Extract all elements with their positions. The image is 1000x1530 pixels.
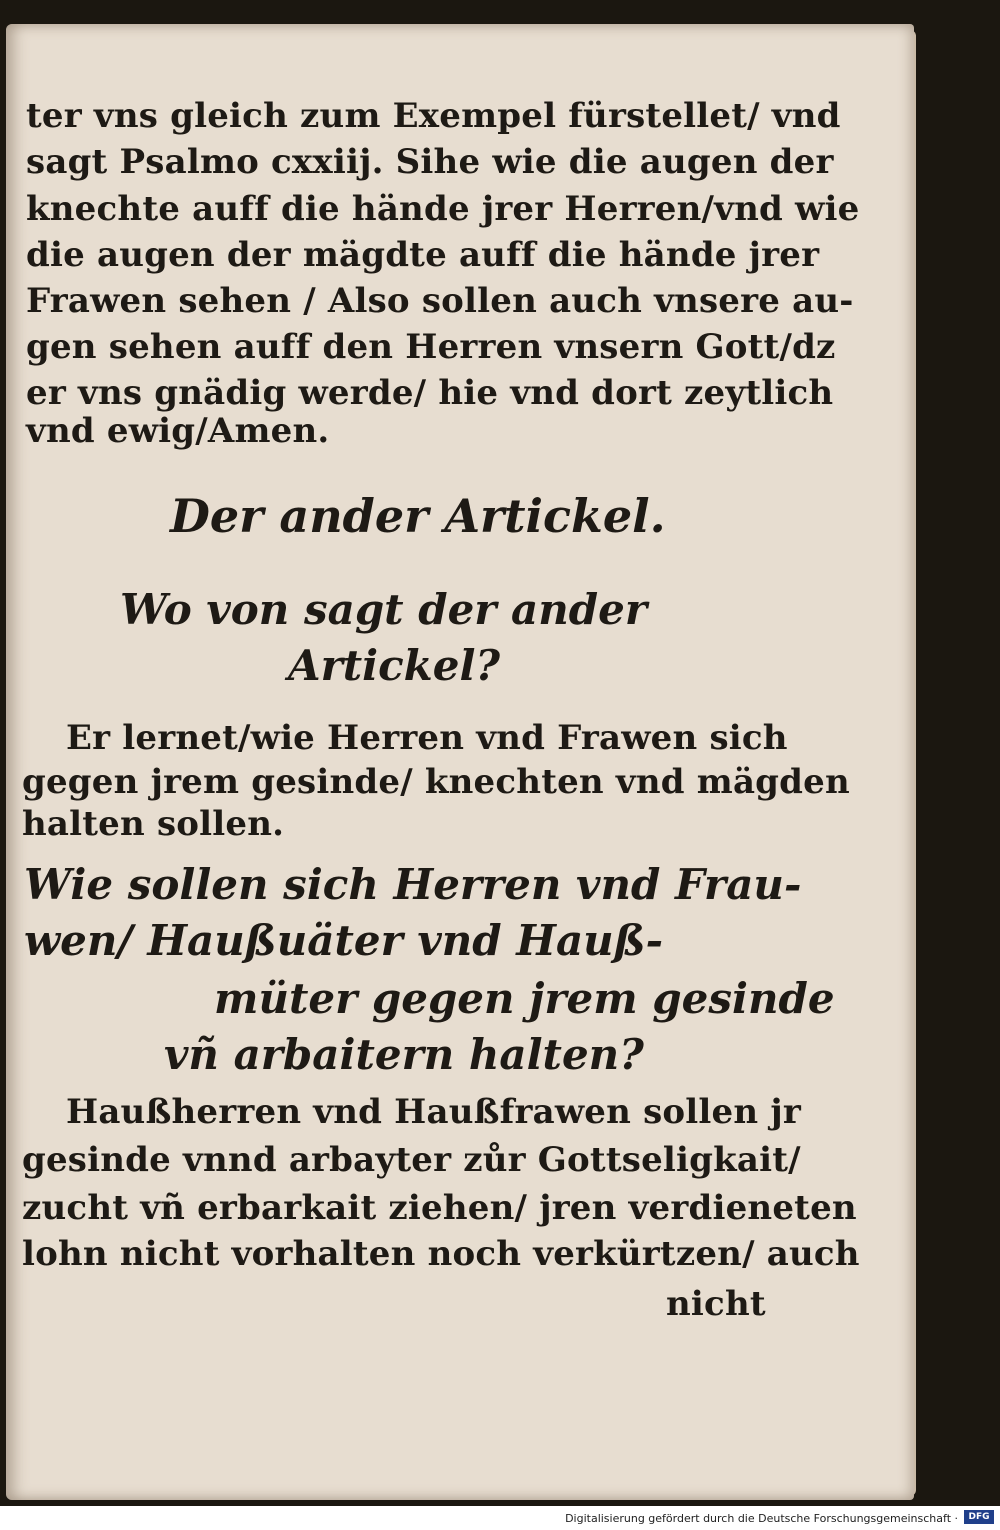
question-line: müter gegen jrem gesinde [214, 974, 835, 1023]
body-line: ter vns gleich zum Exempel fürstellet/ vnd [26, 96, 841, 136]
answer-line: gegen jrem gesinde/ knechten vnd mägden [22, 762, 850, 802]
body-line: die augen der mägdte auff die hände jrer [26, 235, 820, 275]
body-line: Frawen sehen / Also sollen auch vnsere au- [26, 281, 854, 321]
body-line: vnd ewig/Amen. [26, 411, 330, 451]
question-line: Wo von sagt der ander [120, 585, 648, 634]
answer-line: Haußherren vnd Haußfrawen sollen jr [66, 1092, 801, 1132]
question-line: wen/ Haußuäter vnd Hauß- [24, 916, 664, 965]
answer-line: gesinde vnnd arbayter zůr Gottseligkait/ [22, 1140, 801, 1180]
dfg-logo: DFG [964, 1510, 994, 1524]
answer-line: halten sollen. [22, 804, 285, 844]
question-line: Artickel? [288, 641, 501, 690]
body-line: knechte auff die hände jrer Herren/vnd wie [26, 189, 860, 229]
body-line: sagt Psalmo cxxiij. Sihe wie die augen der [26, 142, 834, 182]
funding-notice: Digitalisierung gefördert durch die Deutsche Forschungsgemeinschaft · [565, 1512, 958, 1525]
body-line: er vns gnädig werde/ hie vnd dort zeytlich [26, 373, 834, 413]
catchword: nicht [666, 1284, 766, 1324]
answer-line: lohn nicht vorhalten noch verkürtzen/ auch [22, 1234, 860, 1274]
question-line: Wie sollen sich Herren vnd Frau- [24, 860, 802, 909]
article-heading: Der ander Artickel. [170, 489, 666, 543]
answer-line: Er lernet/wie Herren vnd Frawen sich [66, 718, 788, 758]
body-line: gen sehen auff den Herren vnsern Gott/dz [26, 327, 836, 367]
question-line: vñ arbaitern halten? [164, 1030, 644, 1079]
answer-line: zucht vñ erbarkait ziehen/ jren verdieneten [22, 1188, 857, 1228]
